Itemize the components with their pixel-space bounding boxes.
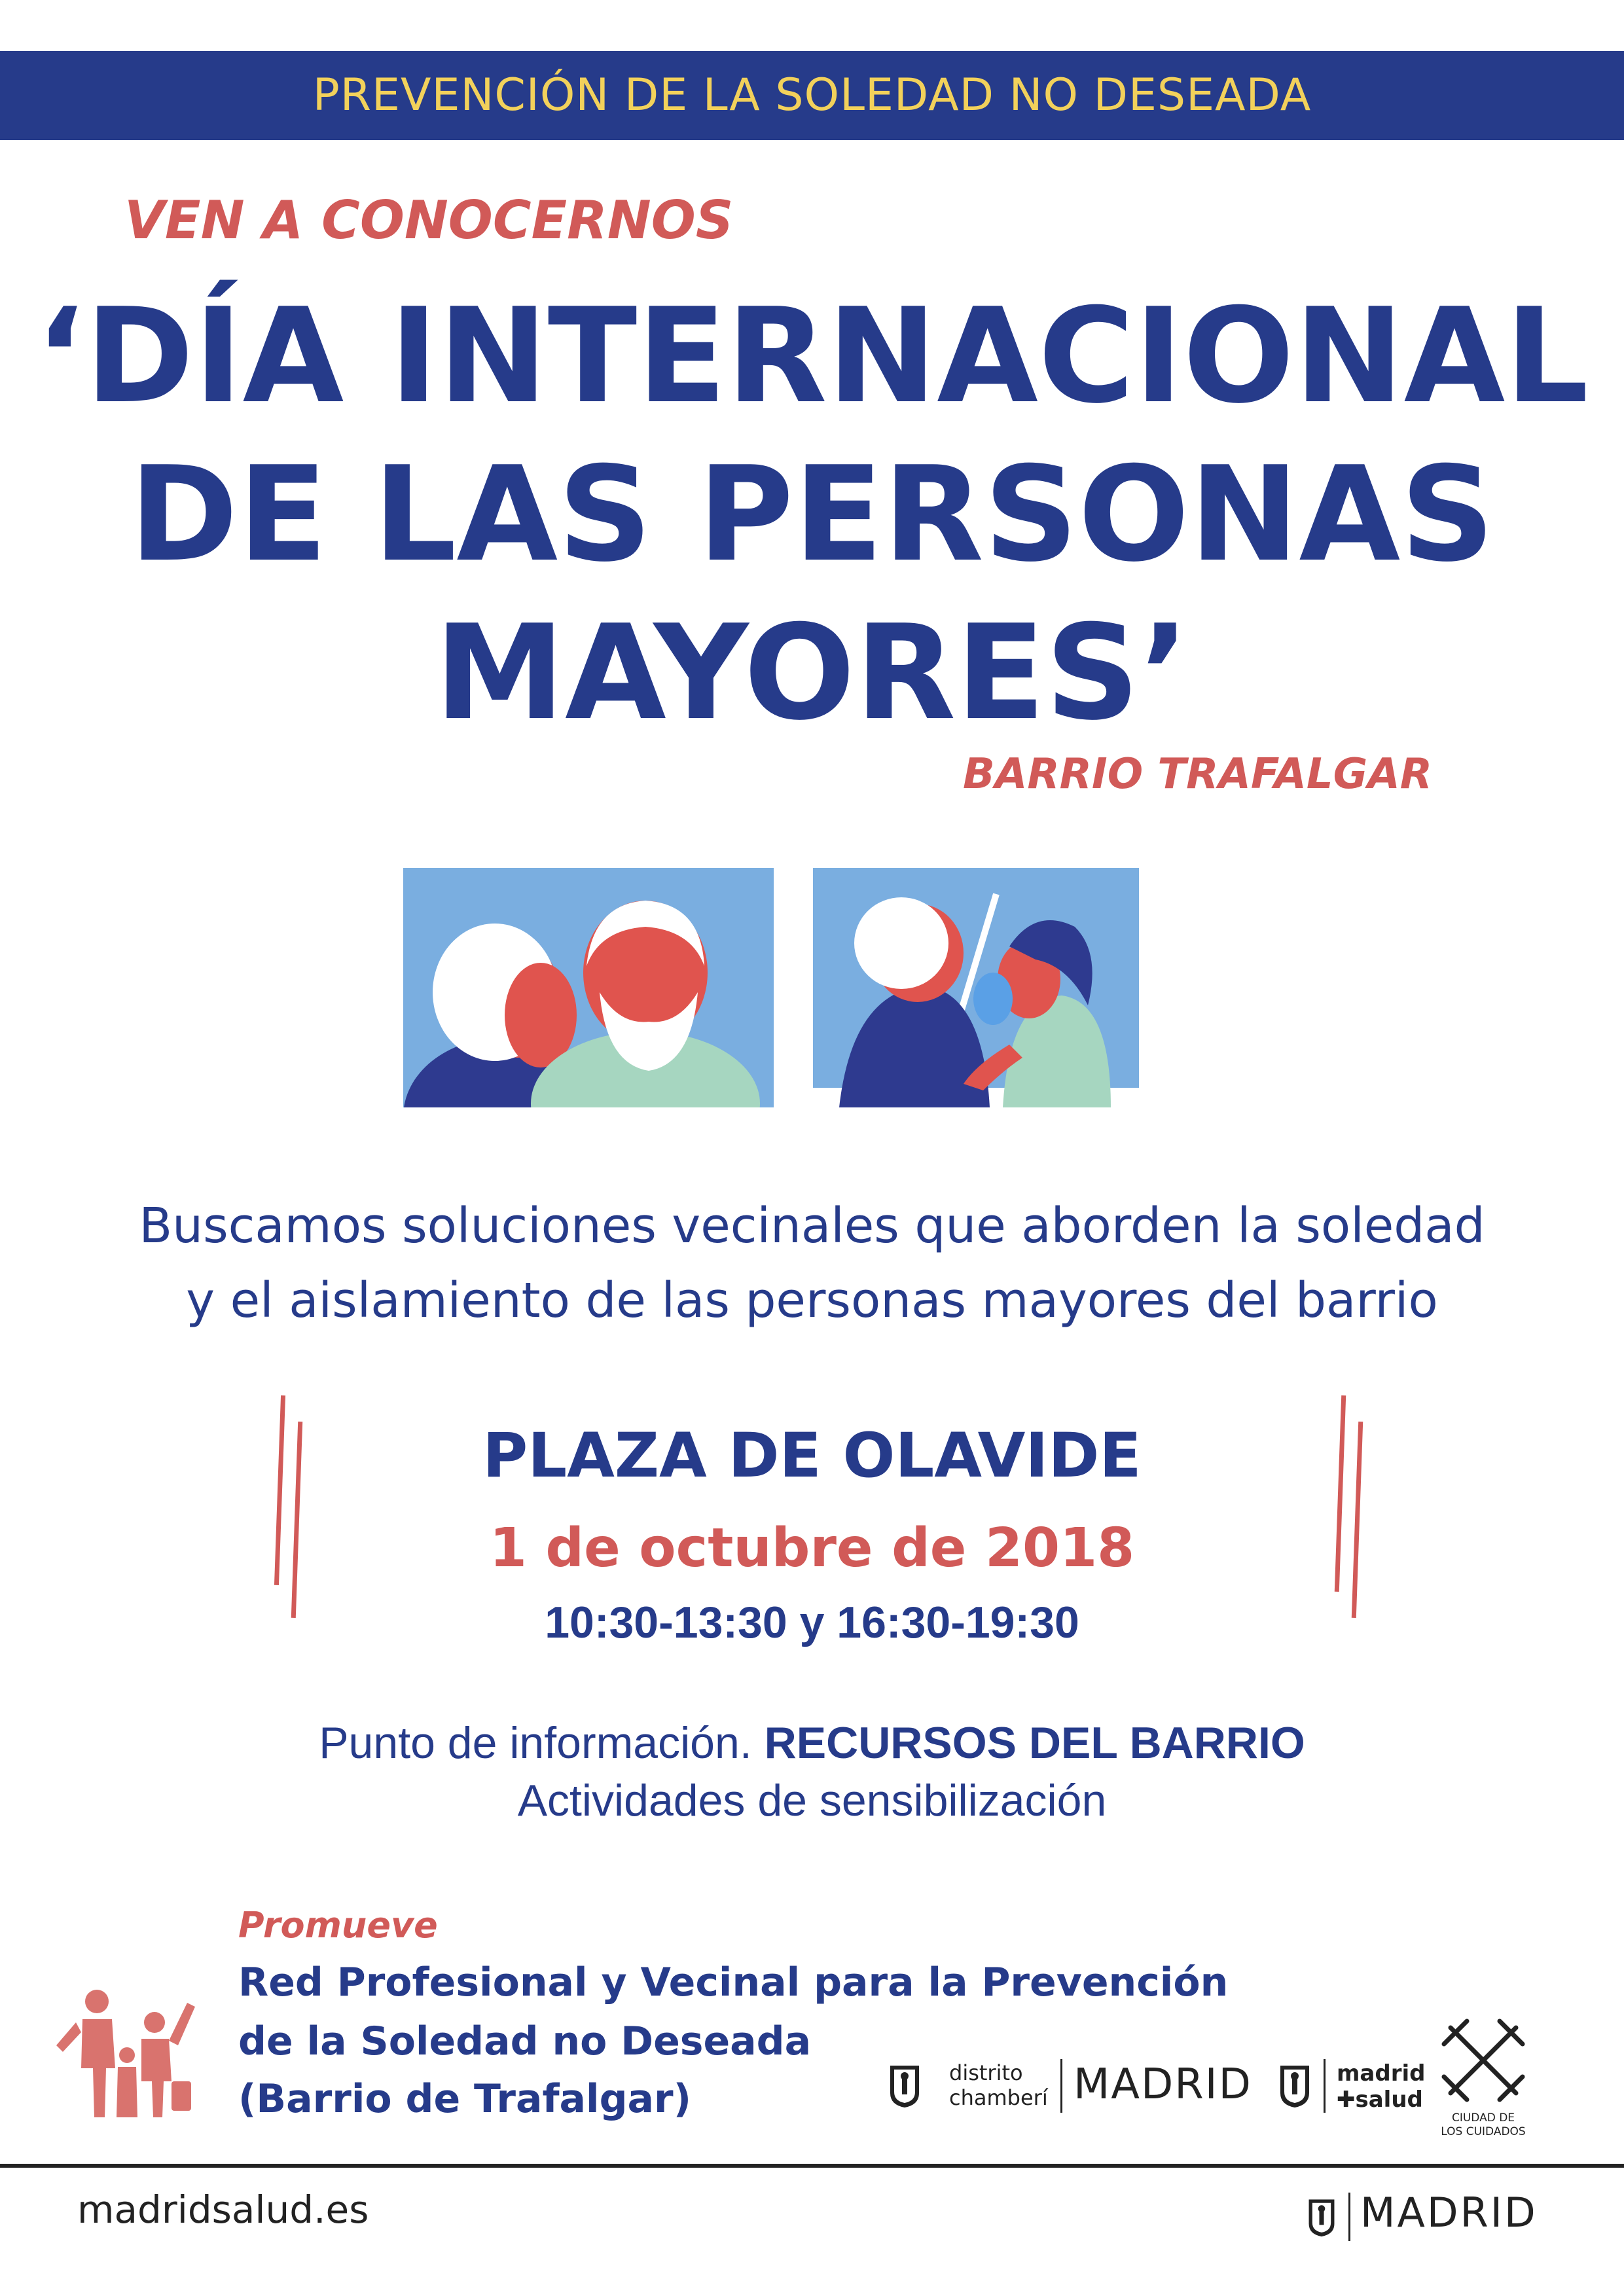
info-point [0, 1717, 1624, 1768]
madrid-salud-line-1: madrid [1337, 2060, 1426, 2087]
footer-madrid-crest-icon [1307, 2195, 1337, 2238]
distrito-text: distrito [949, 2060, 1023, 2085]
distrito-chamberi-logo [949, 2060, 1048, 2110]
couple-drawing [403, 868, 774, 1107]
description-line-1: Buscamos soluciones vecinales que aborden la soledad [139, 1198, 1485, 1254]
ciudad-cuidados-emblem-icon [1437, 2015, 1529, 2106]
madrid-salud-crest-icon [1278, 2062, 1312, 2109]
title-line-2: DE LAS PERSONAS [129, 439, 1495, 591]
madrid-logo-text: MADRID [1074, 2060, 1252, 2109]
madrid-salud-logo [1337, 2060, 1425, 2113]
footer-separator [1348, 2193, 1350, 2241]
elderly-couple-illustration [403, 868, 774, 1107]
plus-icon: ✚ [1337, 2087, 1356, 2113]
family-logo-icon [50, 1983, 200, 2121]
madrid-salud-line-2 [1337, 2087, 1425, 2113]
logo-separator-2 [1324, 2059, 1326, 2113]
event-hours: 10:30-13:30 y 16:30-19:30 [545, 1598, 1079, 1647]
footer-website: madridsalud.es [77, 2187, 369, 2232]
salud-text: salud [1355, 2087, 1423, 2113]
ciudad-line-2: LOS CUIDADOS [1441, 2125, 1526, 2138]
banner-title: PREVENCIÓN DE LA SOLEDAD NO DESEADA [312, 69, 1312, 121]
description-line-2: y el aislamiento de las personas mayores del barrio [186, 1272, 1438, 1329]
info-point-resources: RECURSOS DEL BARRIO [764, 1718, 1305, 1768]
promoter-line-1: Red Profesional y Vecinal para la Prevención [238, 1960, 1229, 2005]
caregiver-drawing [813, 868, 1139, 1107]
footer-divider [0, 2164, 1624, 2168]
promoter-label: Promueve [238, 1905, 438, 1946]
ciudad-line-1: CIUDAD DE [1451, 2111, 1515, 2125]
promoter-line-2: de la Soledad no Deseada [238, 2018, 812, 2064]
title-line-1: ‘DÍA INTERNACIONAL [35, 280, 1589, 433]
footer-madrid-logo: MADRID [1360, 2189, 1538, 2236]
event-date: 1 de octubre de 2018 [489, 1517, 1135, 1579]
caregiver-illustration [813, 868, 1139, 1107]
neighborhood-label: BARRIO TRAFALGAR [963, 750, 1432, 798]
info-point-prefix: Punto de información. [319, 1718, 752, 1768]
chamberi-text: chamberí [949, 2085, 1048, 2110]
ciudad-cuidados-text [1424, 2111, 1542, 2139]
promoter-line-3: (Barrio de Trafalgar) [238, 2076, 692, 2122]
event-place: PLAZA DE OLAVIDE [482, 1420, 1142, 1492]
title-line-3: MAYORES’ [434, 597, 1190, 749]
logo-separator [1060, 2059, 1062, 2113]
madrid-crest-icon [888, 2062, 922, 2109]
kicker-text: VEN A CONOCERNOS [124, 190, 734, 251]
info-activities: Actividades de sensibilización [517, 1776, 1107, 1825]
